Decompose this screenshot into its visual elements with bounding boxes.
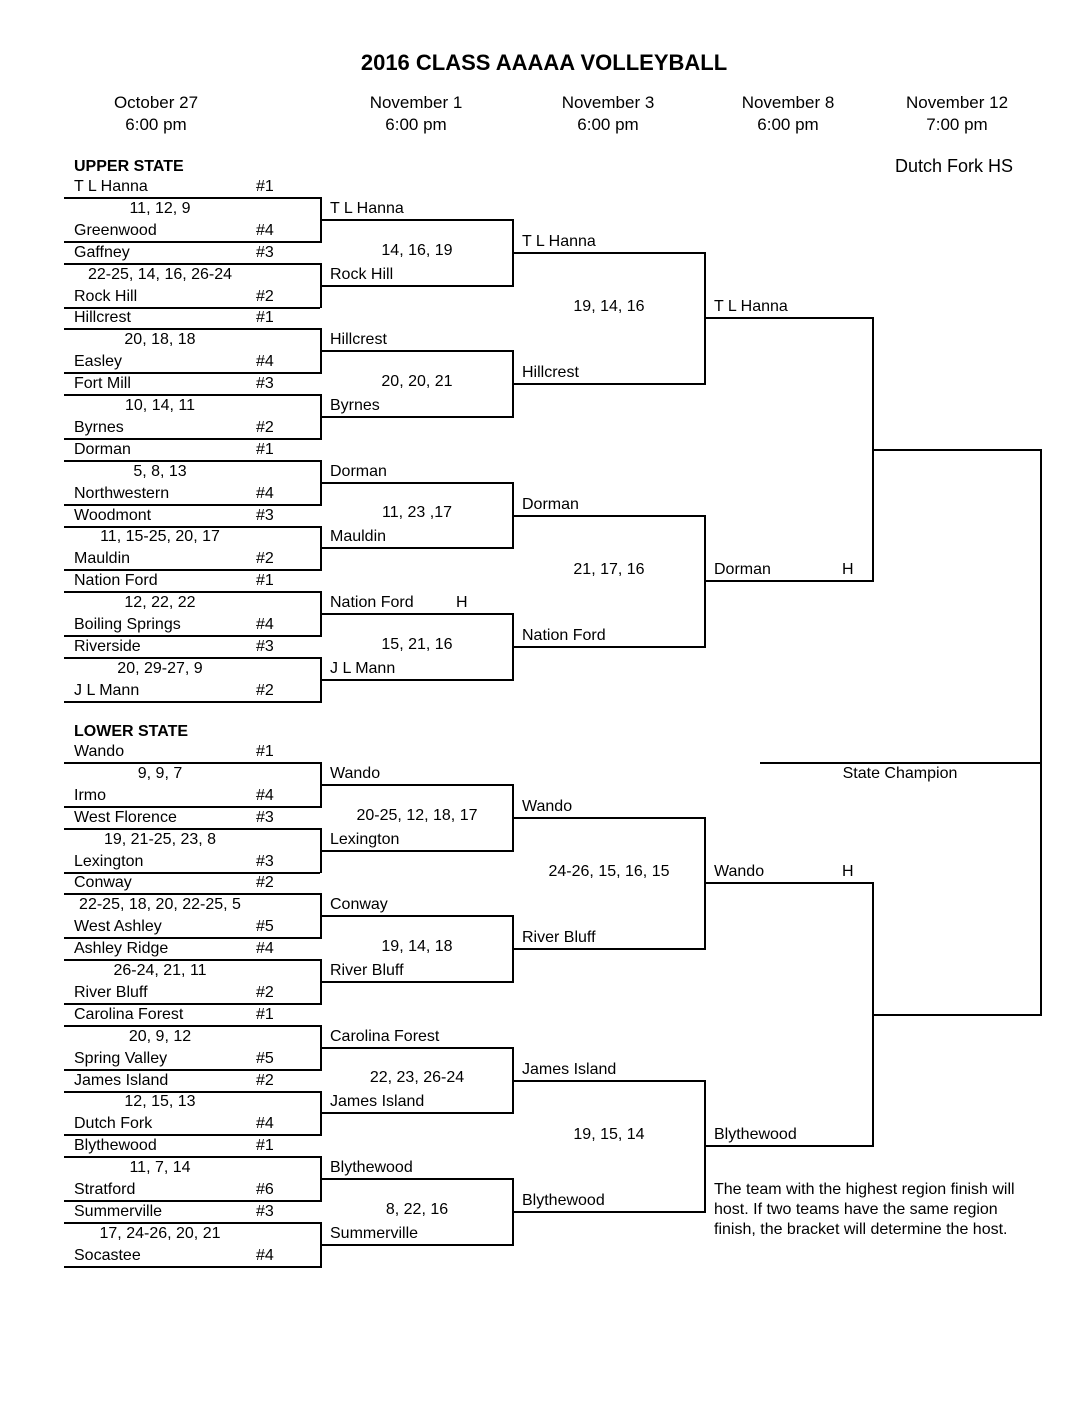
team-name: Mauldin xyxy=(74,550,131,568)
seed: #2 xyxy=(256,550,274,568)
team-line xyxy=(64,828,320,830)
seed: #1 xyxy=(256,1005,274,1023)
round-time: 6:00 pm xyxy=(385,115,447,134)
team-line xyxy=(64,460,320,462)
team-line xyxy=(64,1091,320,1093)
match-score: 11, 7, 14 xyxy=(129,1159,191,1177)
team-name: Riverside xyxy=(74,637,141,655)
team-line xyxy=(320,981,512,983)
seed: #6 xyxy=(256,1181,274,1198)
match-score: 17, 24-26, 20, 21 xyxy=(99,1224,221,1242)
match-score: 20, 18, 18 xyxy=(124,331,196,349)
host-note: The team with the highest region finish will host. If two teams have the same region finish, the bracket will determine the host. xyxy=(714,1181,1015,1238)
team-line xyxy=(320,416,512,418)
team-line xyxy=(64,569,320,571)
final-venue: Dutch Fork HS xyxy=(895,156,1014,176)
team-line xyxy=(64,328,320,330)
team-line xyxy=(64,657,320,659)
team-line xyxy=(64,372,320,374)
final-line xyxy=(872,449,1040,451)
match-score: 22, 23, 26-24 xyxy=(369,1069,465,1087)
team-line xyxy=(64,1200,320,1202)
team-name: James Island xyxy=(522,1060,617,1078)
match-score: 15, 21, 16 xyxy=(381,635,453,653)
team-line xyxy=(64,937,320,939)
seed: #3 xyxy=(256,637,274,655)
match-score: 5, 8, 13 xyxy=(133,462,187,480)
team-name: Dorman xyxy=(714,561,771,579)
team-line xyxy=(320,915,512,917)
seed: #4 xyxy=(256,353,274,371)
match-score: 19, 15, 14 xyxy=(573,1126,645,1144)
match-score: 22-25, 14, 16, 26-24 xyxy=(87,265,233,283)
seed: #3 xyxy=(256,506,274,524)
seed: #3 xyxy=(256,808,274,826)
team-name: Lexington xyxy=(74,852,144,870)
state-champion-label: State Champion xyxy=(842,765,958,782)
team-line xyxy=(320,285,512,287)
team-line xyxy=(64,959,320,961)
team-name: Fort Mill xyxy=(74,375,131,393)
team-name: Mauldin xyxy=(330,528,387,546)
team-line xyxy=(704,882,872,884)
match-score: 20-25, 12, 18, 17 xyxy=(356,806,478,824)
team-line xyxy=(64,635,320,637)
team-name: Easley xyxy=(74,353,123,371)
round-time: 6:00 pm xyxy=(125,115,187,134)
match-score: 21, 17, 16 xyxy=(573,561,645,579)
team-name: Blythewood xyxy=(330,1159,413,1177)
round-date: November 12 xyxy=(905,93,1009,112)
team-name: Hillcrest xyxy=(522,364,579,382)
team-name: Dutch Fork xyxy=(74,1115,153,1133)
team-name: Carolina Forest xyxy=(330,1027,440,1045)
team-name: Conway xyxy=(330,896,388,914)
team-line xyxy=(320,1244,512,1246)
team-line xyxy=(64,241,320,243)
team-name: Irmo xyxy=(74,786,106,804)
team-name: Blythewood xyxy=(74,1137,157,1155)
seed: #2 xyxy=(256,1071,274,1089)
round-date: November 1 xyxy=(369,93,463,112)
team-line xyxy=(64,504,320,506)
team-line xyxy=(704,1145,872,1147)
seed: #1 xyxy=(256,743,274,760)
team-name: Spring Valley xyxy=(74,1049,168,1067)
team-name: Byrnes xyxy=(74,418,124,436)
team-line xyxy=(64,1222,320,1224)
upper-state-heading: UPPER STATE xyxy=(74,158,184,175)
match-score: 19, 14, 16 xyxy=(573,298,645,316)
team-name: Summerville xyxy=(74,1202,163,1220)
team-name: Gaffney xyxy=(74,243,130,261)
match-score: 8, 22, 16 xyxy=(385,1200,449,1218)
team-name: Greenwood xyxy=(74,221,157,239)
team-name: Wando xyxy=(74,743,125,760)
team-name: T L Hanna xyxy=(74,178,148,195)
final-line xyxy=(872,1014,1040,1016)
team-line xyxy=(64,591,320,593)
team-name: Northwestern xyxy=(74,484,170,502)
match-score: 10, 14, 11 xyxy=(125,397,195,414)
champion-line xyxy=(760,762,1040,764)
team-name: Nation Ford xyxy=(74,572,158,590)
team-name: Wando xyxy=(714,863,765,881)
page-title: 2016 CLASS AAAAA VOLLEYBALL xyxy=(360,50,728,75)
team-line xyxy=(320,679,512,681)
team-name: River Bluff xyxy=(330,962,404,979)
team-line xyxy=(64,263,320,265)
team-line xyxy=(320,613,512,615)
team-line xyxy=(320,547,512,549)
team-name: Conway xyxy=(74,874,132,892)
team-name: Rock Hill xyxy=(330,265,394,283)
round-date: November 3 xyxy=(561,93,655,112)
match-score: 19, 21-25, 23, 8 xyxy=(103,830,217,848)
team-line xyxy=(320,1047,512,1049)
seed: #5 xyxy=(256,918,274,936)
seed: #3 xyxy=(256,243,274,261)
team-line xyxy=(320,350,512,352)
seed: #2 xyxy=(256,874,274,892)
team-line xyxy=(512,252,704,254)
round-time: 6:00 pm xyxy=(577,115,639,134)
seed: #2 xyxy=(256,681,274,699)
team-line xyxy=(320,219,512,221)
team-name: Nation Ford xyxy=(330,594,414,612)
team-line xyxy=(64,394,320,396)
team-line xyxy=(512,1211,704,1213)
team-name: Blythewood xyxy=(522,1191,605,1209)
team-name: Wando xyxy=(522,797,573,815)
team-line xyxy=(320,1178,512,1180)
host-marker: H xyxy=(842,561,854,579)
team-name: River Bluff xyxy=(522,929,596,947)
team-name: Dorman xyxy=(330,462,387,480)
team-name: Boiling Springs xyxy=(74,616,181,633)
team-line xyxy=(64,526,320,528)
team-line xyxy=(64,872,320,874)
seed: #4 xyxy=(256,1246,274,1264)
team-name: Stratford xyxy=(74,1181,136,1198)
match-score: 12, 15, 13 xyxy=(124,1093,196,1111)
seed: #3 xyxy=(256,1202,274,1220)
team-name: Dorman xyxy=(74,440,131,458)
match-score: 20, 20, 21 xyxy=(381,372,453,390)
match-score: 19, 14, 18 xyxy=(381,937,453,955)
team-name: Ashley Ridge xyxy=(74,940,169,958)
team-name: Nation Ford xyxy=(522,626,606,644)
match-score: 24-26, 15, 16, 15 xyxy=(548,863,670,881)
team-line xyxy=(512,1080,704,1082)
team-line xyxy=(512,646,704,648)
team-line xyxy=(704,317,872,319)
seed: #2 xyxy=(256,418,274,436)
team-line xyxy=(704,580,872,582)
team-line xyxy=(512,948,704,950)
seed: #3 xyxy=(256,375,274,393)
round-time: 7:00 pm xyxy=(926,115,988,134)
round-date: October 27 xyxy=(113,93,199,112)
seed: #1 xyxy=(256,309,274,327)
team-name: T L Hanna xyxy=(714,298,788,316)
team-line xyxy=(320,784,512,786)
team-line xyxy=(320,850,512,852)
seed: #4 xyxy=(256,221,274,239)
team-line xyxy=(64,1003,320,1005)
team-name: Dorman xyxy=(522,495,579,513)
team-line xyxy=(64,806,320,808)
seed: #2 xyxy=(256,287,274,305)
team-name: T L Hanna xyxy=(330,199,404,217)
seed: #4 xyxy=(256,484,274,502)
seed: #5 xyxy=(256,1049,274,1067)
team-name: Hillcrest xyxy=(74,309,131,327)
team-name: J L Mann xyxy=(74,681,140,699)
team-name: Wando xyxy=(330,764,381,782)
team-line xyxy=(64,1025,320,1027)
team-name: Byrnes xyxy=(330,397,380,414)
match-score: 12, 22, 22 xyxy=(124,594,196,612)
seed: #1 xyxy=(256,1137,274,1155)
round-date: November 8 xyxy=(741,93,835,112)
match-score: 11, 23 ,17 xyxy=(382,504,452,522)
team-name: River Bluff xyxy=(74,983,148,1001)
team-line xyxy=(320,1112,512,1114)
team-name: Blythewood xyxy=(714,1126,797,1144)
seed: #4 xyxy=(256,616,274,633)
team-name: West Ashley xyxy=(74,918,162,936)
team-line xyxy=(320,482,512,484)
team-line xyxy=(64,893,320,895)
team-name: Socastee xyxy=(74,1246,141,1264)
team-line xyxy=(512,383,704,385)
lower-state-heading: LOWER STATE xyxy=(74,723,189,740)
team-line xyxy=(64,1156,320,1158)
team-line xyxy=(64,1069,320,1071)
seed: #1 xyxy=(256,572,274,590)
team-name: Hillcrest xyxy=(330,331,387,349)
seed: #1 xyxy=(256,440,274,458)
team-line xyxy=(64,762,320,764)
host-marker: H xyxy=(842,863,854,881)
team-name: Rock Hill xyxy=(74,287,138,305)
team-name: Carolina Forest xyxy=(74,1005,184,1023)
match-score: 11, 15-25, 20, 17 xyxy=(100,528,220,546)
seed: #3 xyxy=(256,852,274,870)
round-time: 6:00 pm xyxy=(757,115,819,134)
team-name: J L Mann xyxy=(330,659,396,677)
match-score: 20, 29-27, 9 xyxy=(117,659,203,677)
match-score: 11, 12, 9 xyxy=(129,199,191,217)
seed: #2 xyxy=(256,983,274,1001)
team-line xyxy=(64,1266,320,1268)
seed: #4 xyxy=(256,1115,274,1133)
team-line xyxy=(64,1134,320,1136)
team-name: Summerville xyxy=(330,1224,419,1242)
match-score: 14, 16, 19 xyxy=(381,241,453,259)
seed: #4 xyxy=(256,786,274,804)
team-line xyxy=(512,817,704,819)
match-score: 9, 9, 7 xyxy=(137,764,183,782)
team-line xyxy=(512,515,704,517)
team-name: James Island xyxy=(74,1071,169,1089)
match-score: 22-25, 18, 20, 22-25, 5 xyxy=(79,896,241,914)
seed: #1 xyxy=(256,178,274,195)
host-marker: H xyxy=(456,594,468,612)
team-name: Woodmont xyxy=(74,506,152,524)
team-name: T L Hanna xyxy=(522,232,596,250)
team-name: West Florence xyxy=(74,808,177,826)
final-connector xyxy=(1040,449,1042,1016)
match-score: 20, 9, 12 xyxy=(128,1027,192,1045)
team-line xyxy=(64,307,320,309)
team-line xyxy=(64,197,320,199)
seed: #4 xyxy=(256,940,274,958)
team-name: James Island xyxy=(330,1093,425,1111)
team-line xyxy=(64,438,320,440)
team-line xyxy=(64,701,320,703)
match-score: 26-24, 21, 11 xyxy=(113,962,207,979)
team-name: Lexington xyxy=(330,830,400,848)
